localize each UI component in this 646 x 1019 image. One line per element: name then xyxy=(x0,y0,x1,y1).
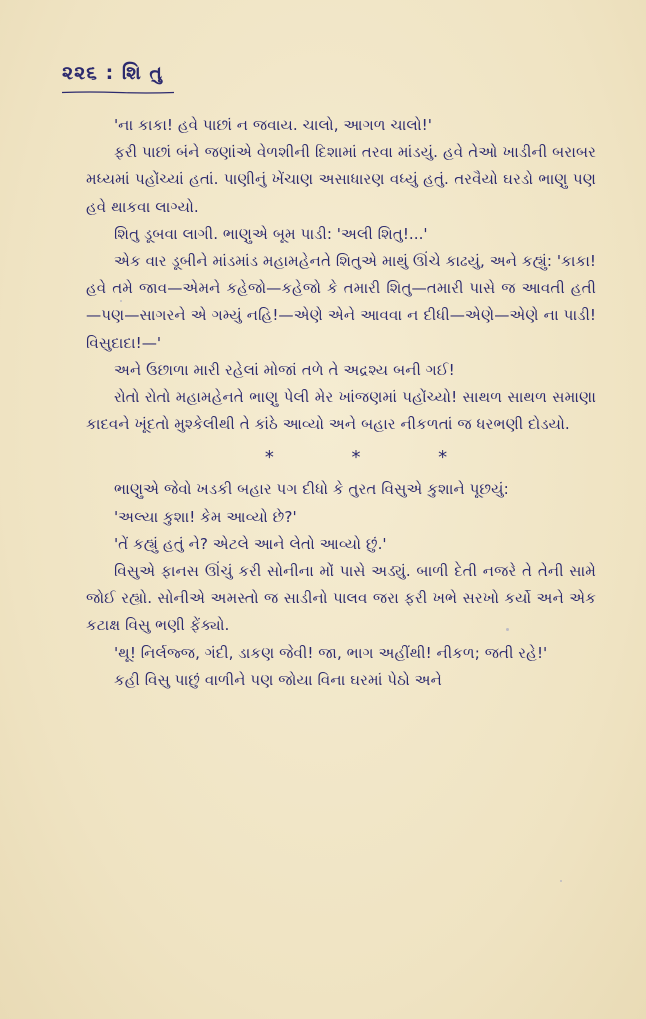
header-ornament xyxy=(62,91,174,94)
section-break-star: * xyxy=(438,447,448,469)
print-speck xyxy=(560,880,562,882)
header-separator: : xyxy=(105,62,115,84)
print-speck xyxy=(506,628,509,631)
paragraph: કહી વિસુ પાછું વાળીને પણ જોયા વિના ઘરમાં પેઠો અને xyxy=(114,670,442,689)
paragraph: ભાણુએ જેવો ખડકી બહાર પગ દીધો કે તુરત વિસુએ કુશાને પૂછયું: xyxy=(114,480,509,499)
running-header xyxy=(62,62,163,84)
paragraph: એક વાર ડૂબીને માંડમાંડ મહામહેનતે શિતુએ માથું ઊંચે કાઢયું, અને કહ્યું: 'કાકા! હવે તમે જાવ—એમને કહેજો—કહેજો કે તમારી શિતુ—તમારી પાસે જ આવતી હતી—પણ—સાગરને એ ગમ્યું નહિ!—એણે એને આવવા ન દીધી—એણે—એણે ના પાડી! વિસુદાદા!—' xyxy=(86,252,596,352)
paragraph: 'ના કાકા! હવે પાછાં ન જવાય. ચાલો, આગળ ચાલો!' xyxy=(114,116,432,134)
paragraph: 'તેં કહ્યું હતું ને? એટલે આને લેતો આવ્યો છું.' xyxy=(114,534,387,553)
paragraph: અને ઉછાળા મારી રહેલાં મોજાં તળે તે અદ્રશ્ય બની ગઈ! xyxy=(114,360,455,379)
paragraph: 'થૂ! નિર્લજ્જ, ગંદી, ડાકણ જેવી! જા, ભાગ અહીંથી! નીકળ; જતી રહે!' xyxy=(114,643,548,662)
body-text xyxy=(86,112,596,694)
page-number: ૨૨૬ xyxy=(62,62,98,84)
book-title: શિ તુ xyxy=(121,62,163,84)
paragraph: વિસુએ ફાનસ ઊંચું કરી સોનીના મોં પાસે અડ્યું. બાળી દેતી નજરે તે તેની સામે જોઈ રહ્યો. સોનીએ અમસ્તો જ સાડીનો પાલવ જરા ફરી ખભે સરખો કર્યો અને એક કટાક્ષ વિસુ ભણી ફેંક્યો. xyxy=(86,562,596,635)
section-break-star: * xyxy=(351,447,361,469)
section-break xyxy=(196,444,486,472)
paragraph: શિતુ ડૂબવા લાગી. ભાણુએ બૂમ પાડી: 'અલી શિતુ!...' xyxy=(114,224,428,243)
paragraph: ફરી પાછાં બંને જણાંએ વેળશીની દિશામાં તરવા માંડયું. હવે તેઓ ખાડીની બરાબર મધ્યમાં પહોંચ્યાં હતાં. પાણીનું ખેંચાણ અસાધારણ વધ્યું હતું. તરવૈયો ઘરડો ભાણુ પણ હવે થાકવા લાગ્યો. xyxy=(86,143,596,216)
print-speck xyxy=(120,300,122,302)
paragraph: રોતો રોતો મહામહેનતે ભાણુ પેલી મેર ખાંજણમાં પહોંચ્યો! સાથળ સાથળ સમાણા કાદવને ખૂંદતો મુશ્કેલીથી તે કાંઠે આવ્યો અને બહાર નીકળતાં જ ધરભણી દોડયો. xyxy=(86,388,596,434)
section-break-star: * xyxy=(264,447,274,469)
paragraph: 'અલ્યા કુશા! કેમ આવ્યો છે?' xyxy=(114,507,297,526)
